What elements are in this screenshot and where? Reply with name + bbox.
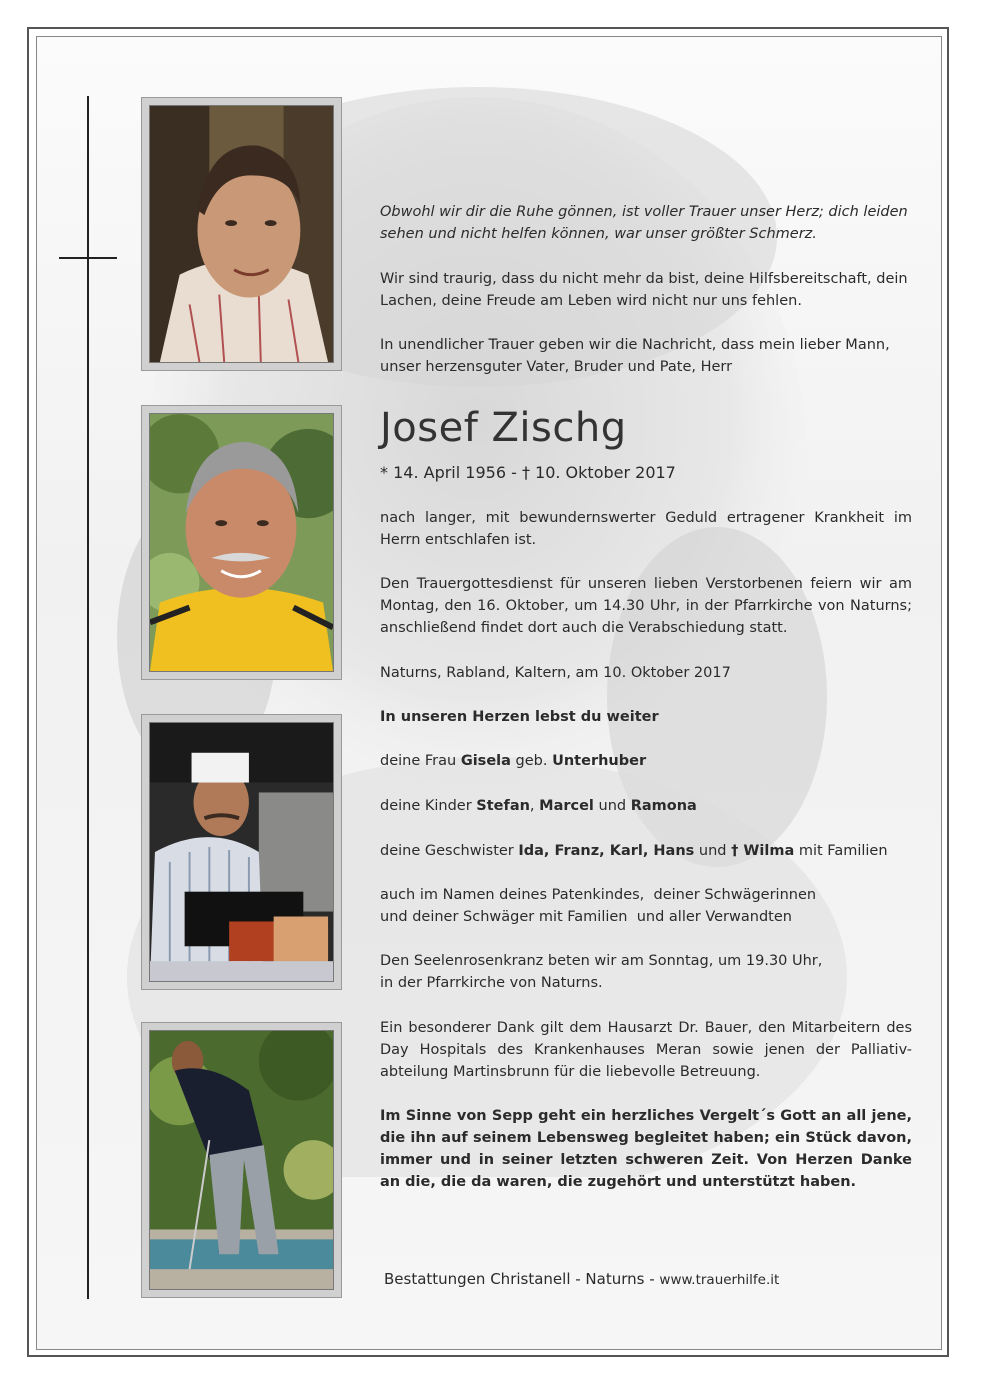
godchild-line-1: auch im Namen deines Patenkindes, deiner Schwägerinnen: [380, 887, 817, 903]
siblings-prefix: deine Geschwister: [380, 843, 519, 859]
announcement-line-1: In unendlicher Trauer geben wir die Nachricht, dass mein lieber Mann,: [380, 337, 890, 353]
sibling-deceased: † Wilma: [731, 843, 795, 859]
child-1: Stefan: [476, 798, 530, 814]
passing-paragraph: nach langer, mit bewundernswerter Geduld ertragener Krankheit im Herrn entschlafen ist.: [380, 510, 912, 548]
funeral-home-name: Bestattungen Christanell - Naturns -: [384, 1270, 660, 1288]
godchild-line-2: und deiner Schwäger mit Familien und aller Verwandten: [380, 909, 792, 925]
children-line: [380, 795, 912, 817]
siblings-und: und: [694, 843, 732, 859]
children-sep-1: ,: [529, 798, 540, 814]
child-2: Marcel: [539, 798, 594, 814]
intro-line-2: Lachen, deine Freude am Leben wird nicht nur uns fehlen.: [380, 293, 802, 309]
footer-credit: [384, 1270, 779, 1288]
portrait-photo-1: [150, 106, 333, 362]
portrait-photo-2: [150, 414, 333, 671]
heart-line: In unseren Herzen lebst du weiter: [380, 709, 659, 725]
siblings-suffix: mit Familien: [794, 843, 888, 859]
wife-maiden-name: Unterhuber: [552, 753, 647, 769]
photo-portrait-4: [141, 1022, 342, 1298]
children-prefix: deine Kinder: [380, 798, 477, 814]
cross-horizontal-bar: [59, 257, 117, 259]
life-dates: * 14. April 1956 - † 10. Oktober 2017: [380, 463, 676, 482]
wife-line: [380, 750, 912, 772]
intro-line-1: Wir sind traurig, dass du nicht mehr da bist, deine Hilfsbereitschaft, dein: [380, 271, 908, 287]
deceased-name: Josef Zischg: [380, 405, 627, 451]
cross-vertical-bar: [87, 96, 89, 1299]
rosary-paragraph: [380, 950, 912, 994]
portrait-photo-4: [150, 1031, 333, 1289]
wife-name: Gisela: [460, 753, 511, 769]
website-link[interactable]: www.trauerhilfe.it: [659, 1272, 780, 1288]
portrait-photo-3: [150, 723, 333, 981]
photo-portrait-1: [141, 97, 342, 371]
photo-portrait-3: [141, 714, 342, 990]
thanks-paragraph: Ein besonderer Dank gilt dem Hausarzt Dr. Bauer, den Mitarbeitern des Day Hospitals des Krankenhauses Meran sowie jenen der Palliativ-abteilung Martinsbrunn für die liebevolle Betreuung.: [380, 1020, 912, 1080]
announcement-paragraph: [380, 334, 912, 378]
closing-paragraph: Im Sinne von Sepp geht ein herzliches Vergelt´s Gott an all jene, die ihn auf seinem Lebensweg begleitet haben; ein Stück davon, immer und in seiner letzten schweren Zeit. Von Herzen Danke an die, die da waren, die zugehört und unterstützt haben.: [380, 1108, 912, 1190]
wife-prefix: deine Frau: [380, 753, 461, 769]
siblings-line: [380, 840, 912, 862]
quote-paragraph: [380, 201, 912, 245]
photo-portrait-2: [141, 405, 342, 680]
quote-line-1: Obwohl wir dir die Ruhe gönnen, ist voller Trauer unser Herz; dich leiden: [380, 204, 908, 220]
intro-paragraph: [380, 268, 912, 312]
children-sep-2: und: [593, 798, 631, 814]
service-paragraph: Den Trauergottesdienst für unseren lieben Verstorbenen feiern wir am Montag, den 16. Oktober, um 14.30 Uhr, in der Pfarrkirche von Naturns; anschließend findet dort auch die Verabschiedung statt.: [380, 576, 912, 636]
quote-line-2: sehen und nicht helfen können, war unser größter Schmerz.: [380, 226, 817, 242]
child-3: Ramona: [630, 798, 697, 814]
wife-mid: geb.: [510, 753, 553, 769]
godchild-paragraph: [380, 884, 912, 928]
place-date: Naturns, Rabland, Kaltern, am 10. Oktober 2017: [380, 665, 731, 681]
rosary-line-2: in der Pfarrkirche von Naturns.: [380, 975, 603, 991]
announcement-line-2: unser herzensguter Vater, Bruder und Pate, Herr: [380, 359, 733, 375]
siblings-names: Ida, Franz, Karl, Hans: [518, 843, 695, 859]
rosary-line-1: Den Seelenrosenkranz beten wir am Sonntag, um 19.30 Uhr,: [380, 953, 823, 969]
